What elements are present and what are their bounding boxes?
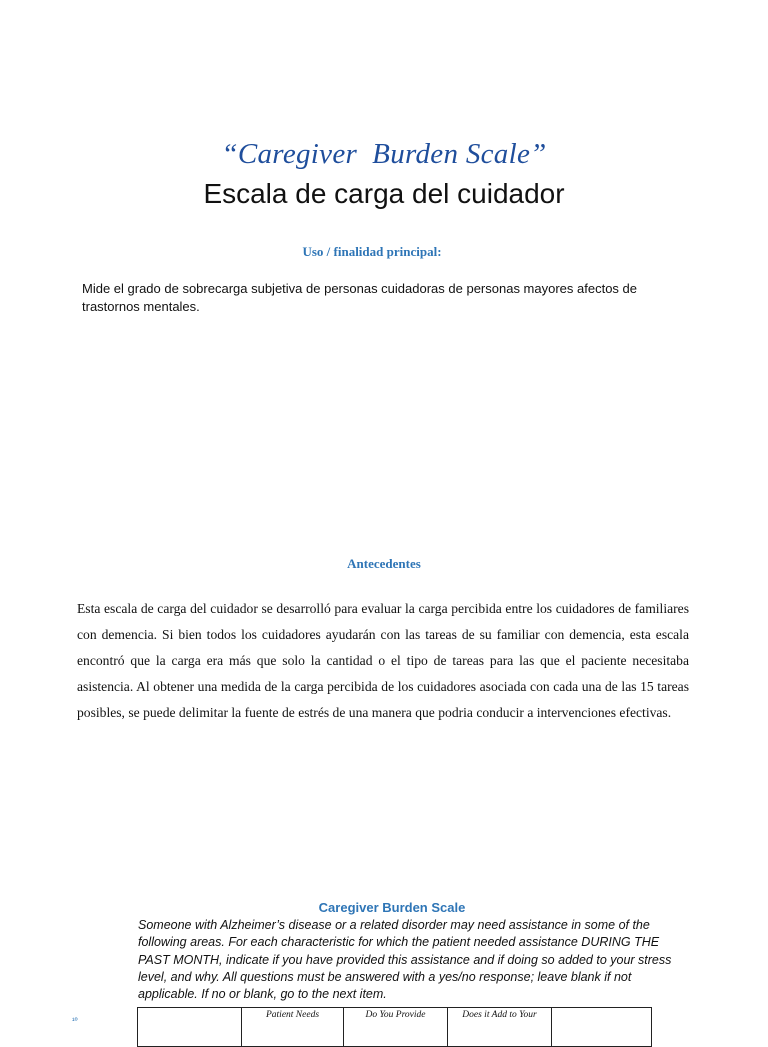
uso-heading: Uso / finalidad principal: bbox=[302, 244, 442, 259]
antecedentes-heading: Antecedentes bbox=[347, 556, 421, 571]
table-header-patient-needs: Patient Needs bbox=[242, 1008, 344, 1047]
antecedentes-paragraph: Esta escala de carga del cuidador se desarrolló para evaluar la carga percibida entre los cuidadores de familiares con demencia. Si bien todos los cuidadores ayudarán con las tareas de su familiar con demencia, esta escala encontró que la carga era más que solo la cantidad o el tipo de tareas para las que el paciente necesitaba asistencia. Al obtener una medida de la carga percibida de los cuidadores asociada con cada una de las 15 tareas posibles, se puede delimitar la fuente de estrés de una manera que podria conducir a intervenciones efectivas. bbox=[77, 601, 689, 720]
scale-table bbox=[137, 1007, 652, 1047]
corner-mark: ¹º bbox=[72, 1016, 78, 1025]
table-header-cell bbox=[138, 1008, 242, 1047]
table-header-do-you-provide: Do You Provide bbox=[344, 1008, 448, 1047]
uso-paragraph: Mide el grado de sobrecarga subjetiva de personas cuidadoras de personas mayores afectos de trastornos mentales. bbox=[82, 281, 638, 314]
title-english: “Caregiver Burden Scale” bbox=[221, 138, 547, 170]
table-header-does-it-add: Does it Add to Your bbox=[448, 1008, 552, 1047]
scale-heading: Caregiver Burden Scale bbox=[318, 900, 466, 915]
table-header-row bbox=[138, 1008, 652, 1047]
scale-instructions: Someone with Alzheimer’s disease or a related disorder may need assistance in some of the following areas. For each characteristic for which the patient needed assistance DURING THE PAST MONTH, indicate if you have provided this assistance and if doing so added to your stress level, and why. All questions must be answered with a yes/no response; leave blank if not applicable. If no or blank, go to the next item. bbox=[138, 918, 672, 1002]
title-spanish: Escala de carga del cuidador bbox=[203, 178, 565, 209]
table-header-cell bbox=[552, 1008, 652, 1047]
